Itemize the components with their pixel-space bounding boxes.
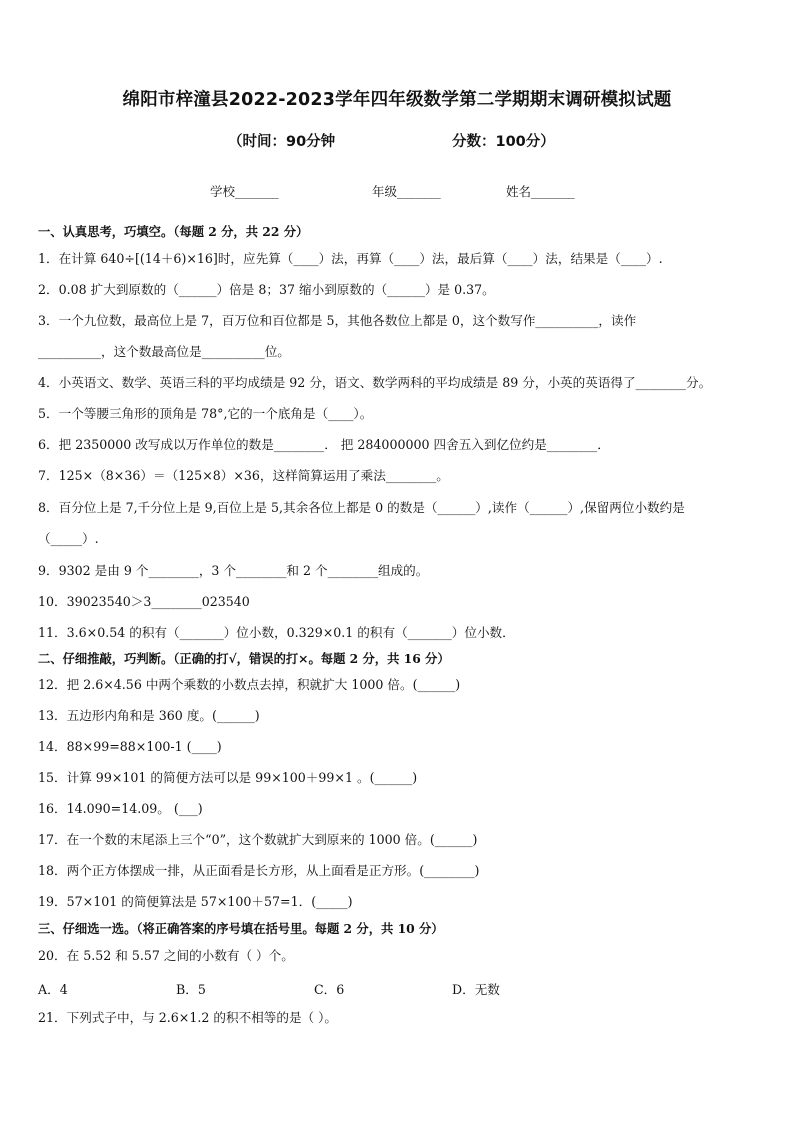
question-15: 15．计算 99×101 的简便方法可以是 99×100＋99×1 。(______) <box>38 770 418 785</box>
school-field: 学校_______ <box>210 184 279 199</box>
question-2: 2．0.08 扩大到原数的（______）倍是 8；37 缩小到原数的（______）是 0.37。 <box>38 282 495 297</box>
option-c: C．6 <box>314 982 345 997</box>
question-16: 16．14.090=14.09。 (___) <box>38 801 203 816</box>
question-6: 6．把 2350000 改写成以万作单位的数是________． 把 284000000 四舍五入到亿位约是________． <box>38 437 610 452</box>
question-11: 11．3.6×0.54 的积有（_______）位小数，0.329×0.1 的积有（_______）位小数． <box>38 625 515 640</box>
exam-score: 分数：100分） <box>452 134 555 150</box>
question-12: 12．把 2.6×4.56 中两个乘数的小数点去掉，积就扩大 1000 倍。(______) <box>38 677 461 692</box>
name-field: 姓名_______ <box>506 184 575 199</box>
exam-time: （时间：90分钟 <box>228 134 336 150</box>
option-b: B．5 <box>176 982 206 997</box>
section-heading-2: 二、仔细推敲，巧判断。（正确的打√，错误的打×。每题 2 分，共 16 分） <box>38 651 450 666</box>
question-21: 21．下列式子中，与 2.6×1.2 的积不相等的是（ ）。 <box>38 1010 338 1025</box>
question-3: 3．一个九位数，最高位上是 7，百万位和百位都是 5，其他各数位上都是 0，这个数写作__________，读作 <box>38 313 637 328</box>
question-7: 7．125×（8×36）＝（125×8）×36，这样简算运用了乘法________。 <box>38 468 449 483</box>
question-1: 1．在计算 640÷[(14＋6)×16]时，应先算（____）法，再算（____）法，最后算（____）法，结果是（____）. <box>38 251 663 266</box>
question-10: 10．39023540＞3________023540 <box>38 594 250 609</box>
page-title: 绵阳市梓潼县2022-2023学年四年级数学第二学期期末调研模拟试题 <box>122 90 672 110</box>
question-3-cont: __________，这个数最高位是__________位。 <box>38 344 290 359</box>
question-18: 18．两个正方体摆成一排，从正面看是长方形，从上面看是正方形。(________) <box>38 863 480 878</box>
question-9: 9．9302 是由 9 个________，3 个________和 2 个________组成的。 <box>38 563 429 578</box>
option-a: A．4 <box>38 982 68 997</box>
question-8-cont: （_____）. <box>38 531 99 546</box>
section-heading-3: 三、仔细选一选。（将正确答案的序号填在括号里。每题 2 分，共 10 分） <box>38 921 444 936</box>
section-heading-1: 一、认真思考，巧填空。（每题 2 分，共 22 分） <box>38 224 309 239</box>
question-19: 19．57×101 的简便算法是 57×100＋57=1．(_____) <box>38 894 353 909</box>
question-13: 13．五边形内角和是 360 度。(______) <box>38 708 260 723</box>
question-17: 17．在一个数的末尾添上三个“0”，这个数就扩大到原来的 1000 倍。(______) <box>38 832 478 847</box>
question-5: 5．一个等腰三角形的顶角是 78°,它的一个底角是（____）。 <box>38 406 373 421</box>
option-d: D．无数 <box>452 982 500 997</box>
question-4: 4．小英语文、数学、英语三科的平均成绩是 92 分，语文、数学两科的平均成绩是 89 分，小英的英语得了________分。 <box>38 375 712 390</box>
question-20: 20．在 5.52 和 5.57 之间的小数有（ ）个。 <box>38 948 294 963</box>
question-14: 14．88×99=88×100-1 (____) <box>38 739 222 754</box>
question-8: 8．百分位上是 7,千分位上是 9,百位上是 5,其余各位上都是 0 的数是（______）,读作（______）,保留两位小数约是 <box>38 500 685 515</box>
grade-field: 年级_______ <box>372 184 441 199</box>
